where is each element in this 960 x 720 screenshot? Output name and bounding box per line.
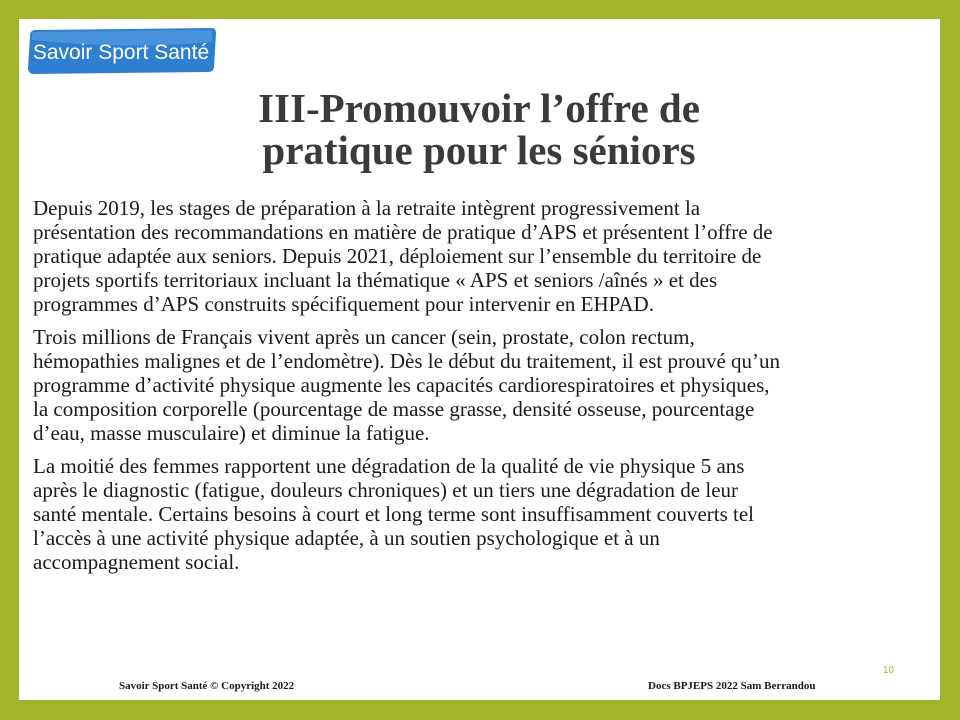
paragraph-line: hémopathies malignes et de l’endomètre). Dès le début du traitement, il est prouvé qu’un	[33, 349, 781, 373]
paragraph-line: Trois millions de Français vivent après un cancer (sein, prostate, colon rectum,	[33, 325, 695, 349]
paragraph-1	[33, 196, 938, 316]
footer-copyright: Savoir Sport Santé © Copyright 2022	[119, 680, 295, 692]
paragraph-line: présentation des recommandations en matière de pratique d’APS et présentent l’offre de	[33, 220, 773, 244]
page-number: 10	[883, 665, 895, 676]
slide-title	[199, 87, 759, 171]
paragraph-line: accompagnement social.	[33, 550, 240, 574]
slide	[19, 19, 940, 700]
paragraph-line: Depuis 2019, les stages de préparation à la retraite intègrent progressivement la	[33, 196, 701, 220]
paragraph-line: d’eau, masse musculaire) et diminue la fatigue.	[33, 421, 430, 445]
paragraph-3	[33, 454, 938, 574]
paragraph-line: l’accès à une activité physique adaptée, à un soutien psychologique et à un	[33, 526, 660, 550]
paragraph-line: programme d’activité physique augmente les capacités cardiorespiratoires et physiques,	[33, 373, 770, 397]
paragraph-line: La moitié des femmes rapportent une dégradation de la qualité de vie physique 5 ans	[33, 454, 745, 478]
footer-author: Docs BPJEPS 2022 Sam Berrandou	[648, 680, 816, 692]
paragraph-line: projets sportifs territoriaux incluant la thématique « APS et seniors /aînés » et des	[33, 268, 718, 292]
savoir-sport-sante-logo	[26, 26, 216, 76]
logo-badge	[26, 26, 216, 76]
paragraph-line: pratique adaptée aux seniors. Depuis 2021, déploiement sur l’ensemble du territoire de	[33, 244, 762, 268]
paragraph-line: santé mentale. Certains besoins à court et long terme sont insuffisamment couverts tel	[33, 502, 755, 526]
paragraph-line: programmes d’APS construits spécifiquement pour intervenir en EHPAD.	[33, 292, 654, 316]
logo-text: Savoir Sport Santé	[32, 41, 210, 64]
paragraph-line: après le diagnostic (fatigue, douleurs chroniques) et un tiers une dégradation de leur	[33, 478, 739, 502]
title-line-2: pratique pour les séniors	[262, 127, 696, 173]
slide-body	[33, 196, 938, 583]
paragraph-2	[33, 325, 938, 445]
title-line-1: III-Promouvoir l’offre de	[258, 85, 700, 131]
paragraph-line: la composition corporelle (pourcentage de masse grasse, densité osseuse, pourcentage	[33, 397, 755, 421]
